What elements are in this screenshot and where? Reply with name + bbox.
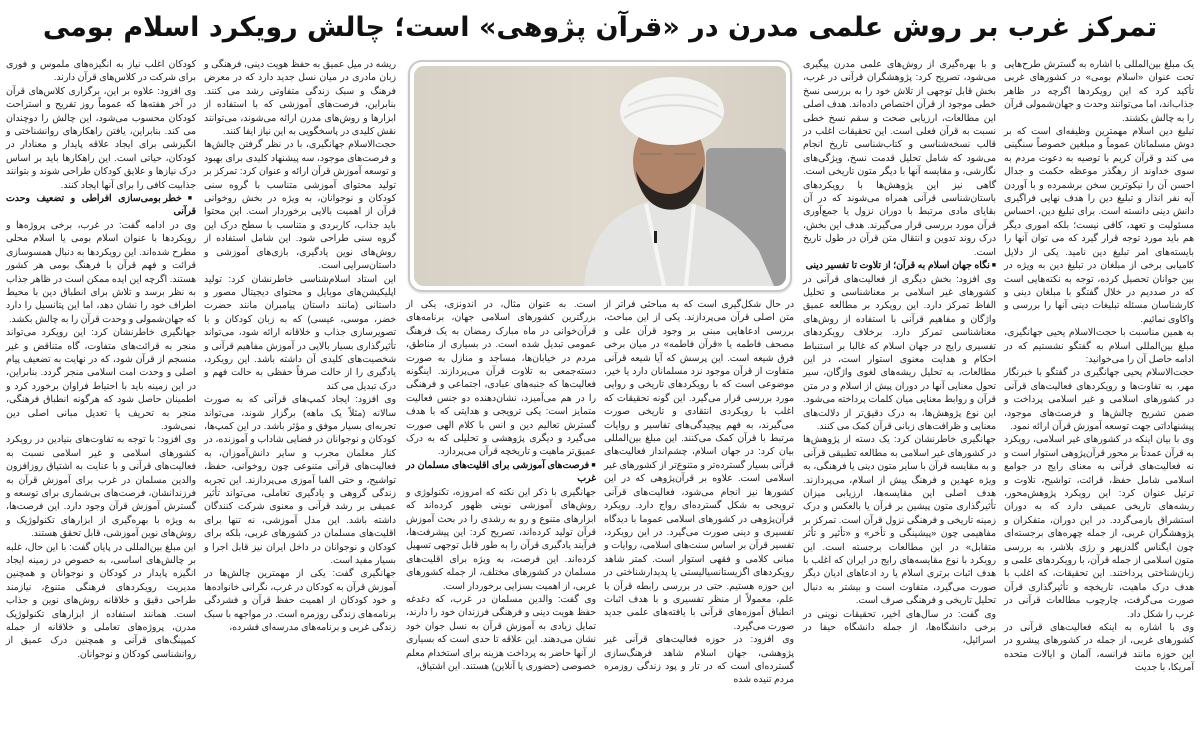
- article-column-5: [204, 58, 396, 634]
- article-column-1: [1004, 58, 1194, 675]
- paragraph: وی گفت: در سال‌های اخیر، تحقیقات نوینی در برخی دانشگاه‌ها، از جمله دانشگاه حیفا در اسرائیل،: [803, 608, 996, 646]
- paragraph: در حال شکل‌گیری است که به مباحثی فراتر از متن اصلی قرآن می‌پردازند. یکی از این مباحث، بررسی ادعاهایی مبنی بر وجود قرآن علی و مصحف فاطمه یا «قرآن فاطمه» در میان برخی فرق شیعه است. این پرسش که آیا شیعه قرآنی متفاوت از قرآن موجود نزد مسلمانان دارد یا خیر، موضوعی است که با رویکردهای تاریخی و روایی مورد بررسی قرار می‌گیرد. این گونه تحقیقات که اغلب با رویکردی انتقادی و تاریخی صورت می‌گیرند، به فهم پیچیدگی‌های تفاسیر و روایات مرتبط با قرآن کمک می‌کنند. این مبلغ بین‌المللی بیان کرد: در جهان اسلام، چشم‌انداز فعالیت‌های قرآنی بسیار گسترده‌تر و متنوع‌تر از کشورهای غیر اسلامی است. علاوه بر قرآن‌پژوهی که در این کشورها نیز انجام می‌شود، فعالیت‌های قرآنی ترویجی به شکل گسترده‌ای رواج دارد. رویکرد قرآن‌پژوهی در کشورهای اسلامی عموما با دیدگاه تفسیری و دینی صورت می‌گیرد. در این رویکرد، تفسیر قرآن بر اساس سنت‌های اسلامی، روایات و مبانی کلامی و فقهی استوار است. کمتر شاهد رویکردهای اگزیستانسیالیستی یا پدیدارشناختی در این حوزه هستیم. حتی در بررسی رابطه قرآن با علم، معمولاً از منظر تفسیری و با هدف اثبات انطباق آموزه‌های قرآنی با یافته‌های علمی جدید صورت می‌گیرد.: [604, 299, 794, 631]
- paragraph: حجت‌الاسلام یحیی جهانگیری در گفتگو با خبرنگار مهر، به تفاوت‌ها و رویکردهای فعالیت‌های قرآنی در کشورهای اسلامی و غیر اسلامی پرداخت و ضمن تشریح چالش‌ها و فرصت‌های موجود، پیشنهاداتی جهت توسعه آموزش قرآن ارائه نمود.: [1004, 367, 1194, 431]
- paragraph: حجت‌الاسلام جهانگیری، با در نظر گرفتن چالش‌ها و فرصت‌های موجود، سه پیشنهاد کلیدی برای بهبود و توسعه آموزش قرآن ارائه و عنوان کرد: تمرکز بر تولید محتوای آموزشی متناسب با گروه سنی کودکان و نوجوانان، به ویژه در بخش روخوانی قرآن از اهمیت بالایی برخوردار است. این محتوا باید جذاب، کاربردی و متناسب با سطح درک این گروه سنی طراحی شود. این شامل استفاده از روش‌های نوین یادگیری، بازی‌های آموزشی و داستان‌سرایی است.: [204, 139, 396, 271]
- paragraph: کودکان اغلب نیاز به انگیزه‌های ملموس و فوری برای شرکت در کلاس‌های قرآن دارند.: [6, 59, 196, 83]
- paragraph: تبلیغ دین اسلام مهمترین وظیفه‌ای است که بر دوش مسلمانان عموماً و مبلغین خصوصاً سنگینی می کند و قرآن کریم با توصیه به دعوت مردم به سوی خداوند از رهگذر موعظه حکمت و جدال احسن آن را نیکوترین سخن برشمرده و با آوردن آیه نفر انذار و تبلیغ دین را هدف نهایی فراگیری دانش دینی دانسته است. برای تبلیغ دین، احساس مسئولیت و تعهد، کافی نیست؛ بلکه اموری دیگر هم باید مورد توجه قرار گیرد که می توان آنها را بایسته‌های امر تبلیغ دین نامید. یکی از دلایل کامیابی برخی از مبلغان در تبلیغ دین به ویژه در بین جوانان تحصیل کرده، توجه به نکته‌هایی است که در صددیم در خلال گفتگو با مبلغان دینی و کارشناسان مسئله تبلیغات دینی آنها را بررسی و واکاوی نمائیم.: [1004, 126, 1194, 324]
- paragraph: وی افزود: بخش دیگری از فعالیت‌های قرآنی در کشورهای غیر اسلامی بر معناشناسی و تحلیل الفاظ تمرکز دارد. این رویکرد بر مطالعه عمیق واژگان و مفاهیم قرآنی با استفاده از روش‌های معناشناسی تمرکز دارد. برخلاف رویکردهای تفسیری رایج در جهان اسلام که غالبا بر استنباط احکام و هدایت معنوی استوار است، در این مطالعات، به تحلیل ریشه‌های لغوی واژگان، سیر تحول معنایی آنها در دوران پیش از اسلام و در متن قرآن و روابط معنایی میان کلمات پرداخته می‌شود. این نوع پژوهش‌ها، به درک دقیق‌تر از دلالت‌های معنایی و ظرافت‌های زبانی قرآن کمک می کنند.: [803, 273, 996, 431]
- article-photo: [414, 66, 786, 286]
- paragraph: یک مبلغ بین‌المللی با اشاره به گسترش طرح‌هایی تحت عنوان «اسلام بومی» در کشورهای غربی تأکید کرد که این رویکردها اگرچه در ظاهر جذاب‌اند، اما می‌توانند وحدت و جهان‌شمولی قرآن را به چالش بکشند.: [1004, 59, 1194, 123]
- subheading: ■ نگاه جهان اسلام به قرآن؛ از تلاوت تا تفسیر دینی: [803, 259, 996, 272]
- paragraph: وی افزود: با توجه به تفاوت‌های بنیادین در رویکرد کشورهای اسلامی و غیر اسلامی نسبت به فعالیت‌های قرآنی و با عنایت به اشتیاق روزافزون والدین مسلمان در غرب برای آموزش قرآن به فرزندانشان، فرصت‌های بی‌شماری برای توسعه و گسترش آموزش قرآن وجود دارد. این فرصت‌ها، به ویژه با بهره‌گیری از ابزارهای تکنولوژیک و روش‌های نوین آموزشی، قابل تحقق هستند.: [6, 434, 196, 539]
- article-column-6: [6, 58, 196, 661]
- portrait-illustration: [414, 66, 786, 286]
- paragraph: وی با اشاره به اینکه فعالیت‌های قرآنی در کشورهای غربی، از جمله در کشورهای پیشرو در این حوزه مانند فرانسه، آلمان و ایالات متحده آمریکا، با جدیت: [1004, 622, 1194, 673]
- microphone: [654, 231, 657, 243]
- paragraph: است. به عنوان مثال، در اندونزی، یکی از بزرگترین کشورهای اسلامی جهان، برنامه‌های قرآن‌خوانی در ماه مبارک رمضان به یک فرهنگ عمومی تبدیل شده است. در بسیاری از مناطق، مردم در خیابان‌ها، مساجد و منازل به صورت دسته‌جمعی به تلاوت قرآن می‌پردازند. اینگونه فعالیت‌ها که جنبه‌های عبادی، اجتماعی و فرهنگی را در هم می‌آمیزد، نشان‌دهنده دو جنس فعالیت متمایز است: یکی ترویجی و هدایتی که با هدف گسترش تعالیم دین و انس با کلام الهی صورت می‌گیرد و دیگری پژوهشی و تحلیلی که به درک عمیق‌تر ماهیت و تاریخچه قرآن می‌پردازد.: [406, 299, 596, 457]
- paragraph: جهانگیری خاطرنشان کرد: یک دسته از پژوهش‌ها در کشورهای غیر اسلامی به مطالعه تطبیقی قرآنی و به مقایسه قرآن با سایر متون دینی یا فرهنگی، به ویژه عهدین و فرهنگ پیش از اسلام، می‌پردازند. هدف اصلی این مقایسه‌ها، ارزیابی میزان تأثیرگذاری متون پیشین بر قرآن یا بالعکس و درک زمینه تاریخی و فرهنگی نزول قرآن است. تمرکز بر مفاهیمی چون «پیشینگی و تأخر» و «تأثیر و تأثر متقابل» در این مطالعات برجسته است. این رویکرد با نوع مقایسه‌های رایج در ایران که اغلب با هدف اثبات برتری اسلام یا رد ادعاهای ادیان دیگر صورت می‌گیرد، متفاوت است و بیشتر به دنبال تحلیل تاریخی و فرهنگی صرف است.: [803, 434, 996, 606]
- paragraph: وی افزود: ایجاد کمپ‌های قرآنی که به صورت سالانه (مثلاً یک ماهه) برگزار شوند، می‌تواند تجربه‌ای بسیار موفق و مؤثر باشد. در این کمپ‌ها، کودکان و نوجوانان در فضایی شاداب و آموزنده، در کنار معلمان مجرب و سایر دانش‌آموزان، به فعالیت‌های قرآنی متنوعی چون روخوانی، حفظ، تواشیح، و حتی الفبا آموزی می‌پردازند. این تجربه زندگی گروهی و یادگیری تعاملی، می‌تواند تأثیر عمیقی بر رشد قرآنی و معنوی شرکت کنندگان داشته باشد. این مدل آموزشی، نه تنها برای اقلیت‌های مسلمان در کشورهای غربی، بلکه برای کودکان و نوجوانان در داخل ایران نیز قابل اجرا و بسیار مفید است.: [204, 394, 396, 566]
- paragraph: و با بهره‌گیری از روش‌های علمی مدرن پیگیری می‌شود، تصریح کرد: پژوهشگران قرآنی در غرب، بخش قابل توجهی از تلاش خود را به بررسی نسخ خطی موجود از قرآن اختصاص داده‌اند. هدف اصلی این مطالعات، ارزیابی صحت و سقم نسخ خطی نسبت به قرآن فعلی است. این تحقیقات اغلب در قالب نسخه‌شناسی و کتاب‌شناسی تاریخ انجام می‌شود که شامل تحلیل قدمت نسخ، ویژگی‌های نگارشی، و مقایسه آنها با دیگر متون تاریخی است. گاهی نیز این پژوهش‌ها با رویکردهای باستان‌شناسی قرآنی همراه می‌شوند که در آن بقایای مادی مرتبط با دوران نزول یا جمع‌آوری قرآن مورد بررسی قرار می‌گیرند. هدف این بخش، درک روند تدوین و انتقال متن قرآن در طول تاریخ است.: [803, 59, 996, 257]
- paragraph: جهانگیری خاطرنشان کرد: این رویکرد می‌تواند منجر به قرائت‌های متفاوت، گاه متناقض و غیر منسجم از قرآن شود، که در نهایت به تضعیف پیام اصلی و وحدت امت اسلامی منجر گردد. بنابراین، در این زمینه باید با احتیاط فراوان برخورد کرد و اطمینان حاصل شود که هرگونه انطباق فرهنگی، منجر به تحریف یا تعدیل مبانی اصلی دین نمی‌شود.: [6, 327, 196, 431]
- paragraph: جهانگیری گفت: یکی از مهمترین چالش‌ها در آموزش قرآن به کودکان در غرب، نگرانی خانواده‌ها و خود کودکان از اهمیت حفظ قرآن و فشردگی برنامه‌های زندگی روزمره است. در مواجهه با سبک زندگی غربی و برنامه‌های مدرسه‌ای فشرده،: [204, 568, 396, 633]
- paragraph: وی گفت: والدین مسلمان در غرب، که دغدغه حفظ هویت دینی و فرهنگی فرزندان خود را دارند، تمایل زیادی به آموزش قرآن به نسل جوان خود نشان می‌دهند. این علاقه تا حدی است که بسیاری از آنها حاضر به پرداخت هزینه برای استخدام معلم خصوصی (حضوری یا آنلاین) هستند. این اشتیاق،: [406, 593, 596, 671]
- subheading: ■ خطر بومی‌سازی افراطی و تضعیف وحدت قرآنی: [6, 192, 196, 219]
- article-column-4: [406, 298, 596, 673]
- paragraph: این مبلغ بین‌المللی در پایان گفت: با این حال، غلبه بر چالش‌های اساسی، به خصوص در زمینه ایجاد انگیزه پایدار در کودکان و نوجوانان و همچنین مدیریت رویکردهای فرهنگی متنوع، نیازمند طراحی دقیق و خلاقانه روش‌های نوین و جذاب است. همانند استفاده از ابزارهای تکنولوژیک مدرن، پروژه‌های تعاملی و خلاقانه از جمله کمپینگ‌های قرآنی و همچنین درک عمیق از روانشناسی کودکان و نوجوانان.: [6, 541, 196, 659]
- paragraph: وی با بیان اینکه در کشورهای غیر اسلامی، رویکرد به قرآن عمدتاً بر محور قرآن‌پژوهی استوار است و نه فعالیت‌های قرآنی به معنای رایج در جوامع اسلامی شامل حفظ، قرائت، تواشیح، تلاوت و ترتیل عنوان کرد: این رویکرد پژوهش‌محور، ریشه‌های تاریخی عمیقی دارد که به دوران استشراق بازمی‌گردد. در این دوران، متفکران و پژوهشگران غربی، از جمله چهره‌های برجسته‌ای چون ایگناس گلدزیهر و رژی بلاشر، به بررسی متون اسلامی از جمله قرآن، با رویکردهای علمی و زبان‌شناختی پرداختند. این تحقیقات، که اغلب با هدف درک ماهیت، تاریخچه و تأثیرگذاری قرآن صورت می‌گرفت، چارچوب مطالعات قرآنی در غرب را شکل داد.: [1004, 434, 1194, 619]
- article-column-2: [803, 58, 996, 648]
- paragraph: به همین مناسبت با حجت‌الاسلام یحیی جهانگیری، مبلغ بین‌المللی اسلام به گفتگو نشستیم که در ادامه حاصل آن را می‌خوانید:: [1004, 327, 1194, 364]
- paragraph: این استاد اسلام‌شناسی خاطرنشان کرد: تولید اپلیکیشن‌های موبایل و محتوای دیجیتال مصور و داستانی (مانند داستان پیامبران مانند حضرت خضر، موسی، عیسی) که به زبان کودکان و با تصویرسازی جذاب و خلاقانه ارائه شود، می‌تواند تأثیرگذاری بسیار بالایی در آموزش مفاهیم قرآنی و شخصیت‌های کلیدی آن داشته باشد. این رویکرد، یادگیری را از حالت صرفاً حفظی به حالت فهم و درک تبدیل می کند: [204, 273, 396, 391]
- paragraph: وی در ادامه گفت: در غرب، برخی پروژه‌ها و رویکردها با عنوان اسلام بومی یا اسلام محلی مطرح شده‌اند. این رویکردها به دنبال همسوسازی قرائت و فهم قرآن با فرهنگ بومی هر کشور هستند. اگرچه این ایده ممکن است در ظاهر جذاب به نظر برسد و تلاش برای انطباق دین با محیط اطراف خود را نشان دهد، اما این پتانسیل را دارد که جهان‌شمولی و وحدت قرآن را به چالش بکشد.: [6, 219, 196, 324]
- subheading: ■ فرصت‌های آموزشی برای اقلیت‌های مسلمان در غرب: [406, 459, 596, 486]
- headline: تمرکز غرب بر روش علمی مدرن در «قرآن پژوهی» است؛ چالش رویکرد اسلام بومی: [42, 11, 1158, 43]
- article-photo-frame: [408, 60, 792, 292]
- article-column-3: [604, 298, 794, 687]
- paragraph: ریشه در میل عمیق به حفظ هویت دینی، فرهنگی و زبان مادری در میان نسل جدید دارد که در معرض فرهنگ و سبک زندگی متفاوتی رشد می کنند. بنابراین، فرصت‌های آموزشی که با استفاده از ابزارها و روش‌های مدرن ارائه می‌شوند، می‌توانند نقش کلیدی در پاسخگویی به این نیاز ایفا کنند.: [204, 59, 396, 137]
- paragraph: وی افزود: علاوه بر این، برگزاری کلاس‌های قرآن در آخر هفته‌ها که عموماً روز تفریح و استراحت کودکان محسوب می‌شود، این چالش را دوچندان می کند. بنابراین، یافتن راهکارهای روانشناختی و انگیزشی برای ایجاد علاقه پایدار و معنادار در کودکان، حیاتی است. این راهکارها باید بر اساس درک نیازها و علایق کودکان طراحی شوند و بتوانند جذابیت کافی را برای آنها ایجاد کنند.: [6, 85, 196, 190]
- paragraph: جهانگیری با ذکر این نکته که امروزه، تکنولوژی و روش‌های آموزشی نوینی ظهور کرده‌اند که ابزارهای متنوع و رو به رشدی را در بحث آموزش قرآن تولید کرده‌اند، تصریح کرد: این پیشرفت‌ها، فرآیند یادگیری قرآن را به طور قابل توجهی تسهیل کرده‌اند. این فرصت، به ویژه برای اقلیت‌های مسلمان در کشورهای مختلف، از جمله کشورهای غربی، از اهمیت بسزایی برخوردار است.: [406, 486, 596, 591]
- paragraph: وی افزود: در حوزه فعالیت‌های قرآنی غیر پژوهشی، جهان اسلام شاهد فرهنگ‌سازی گسترده‌ای است که در تار و پود زندگی روزمره مردم تنیده شده: [604, 634, 794, 685]
